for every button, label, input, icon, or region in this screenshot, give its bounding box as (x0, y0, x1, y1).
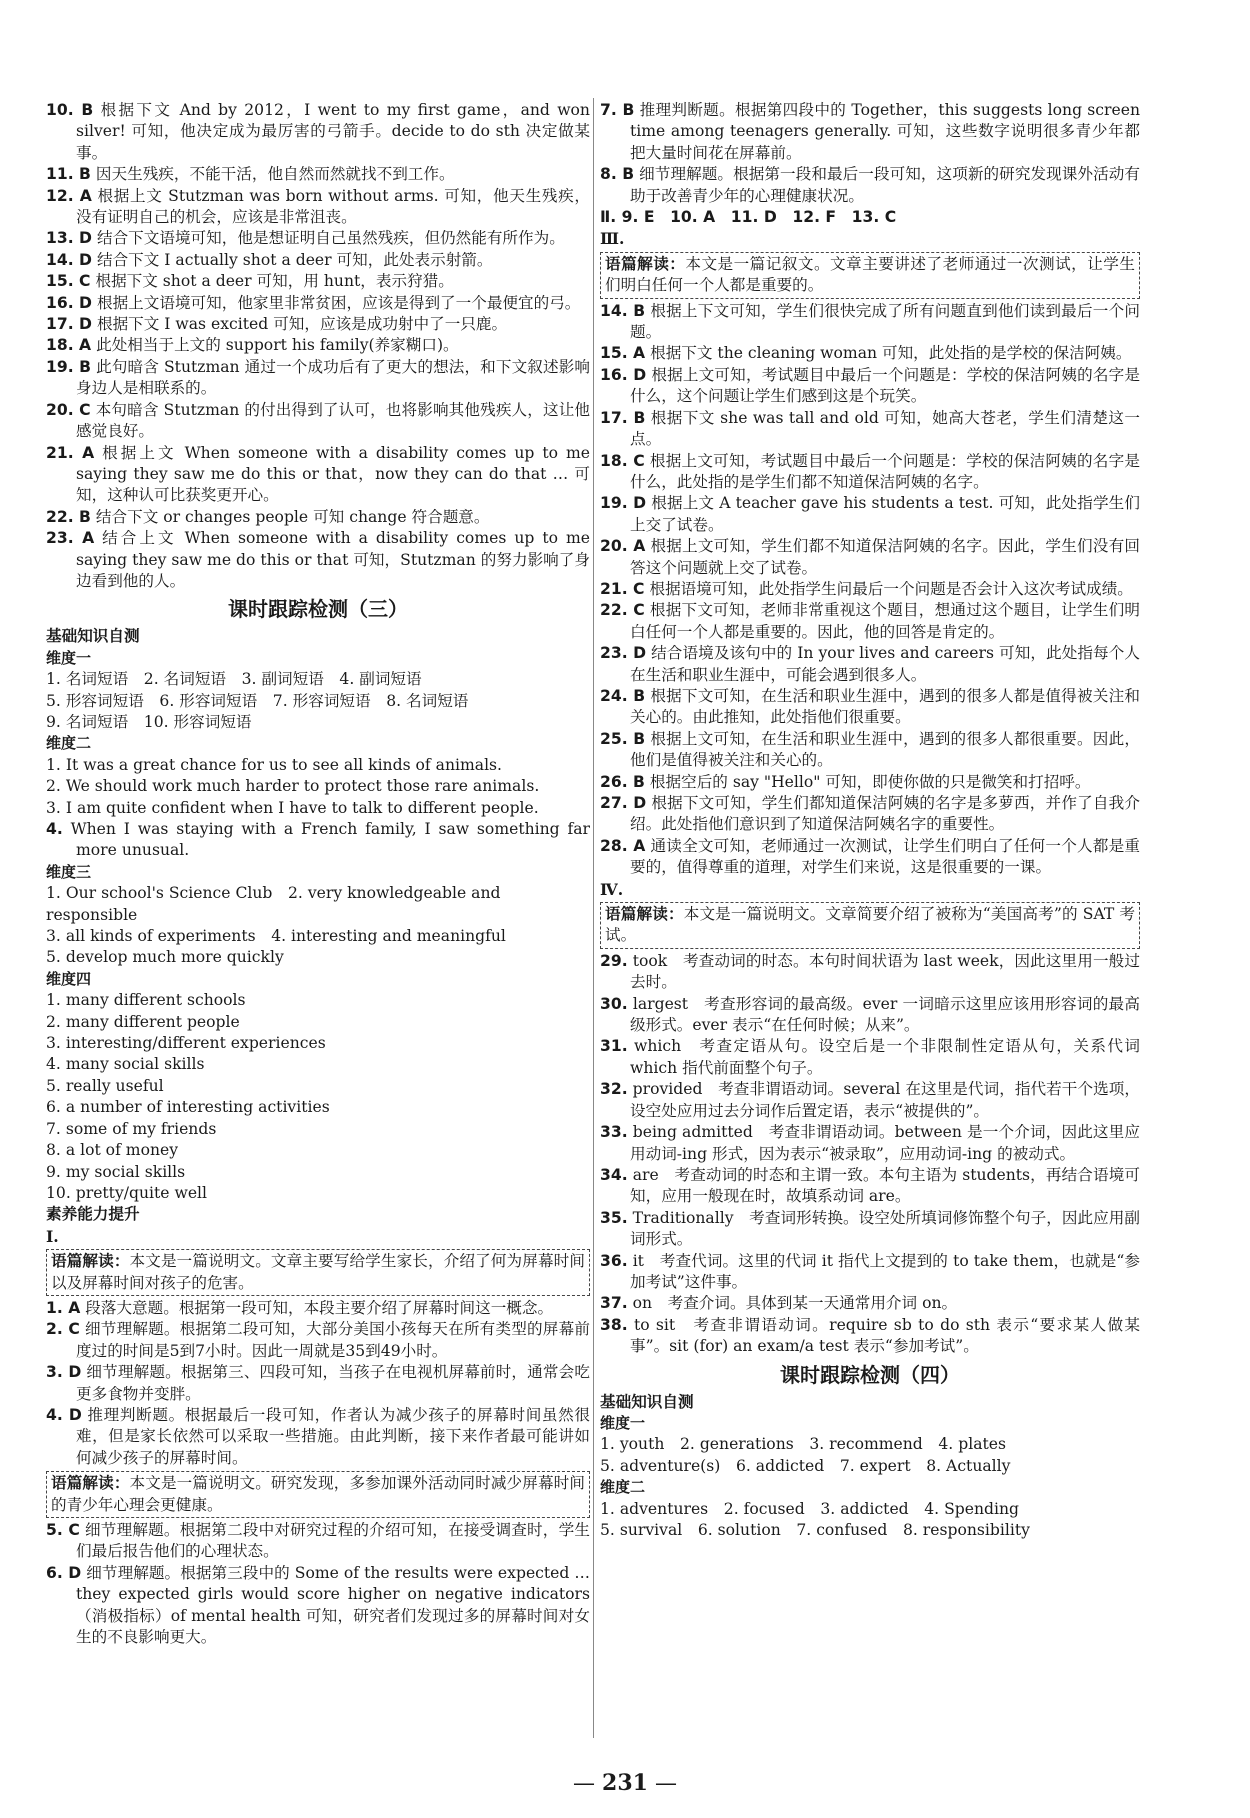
answer-entry (600, 686, 1140, 729)
answer-entry (600, 301, 1140, 344)
answer-number: 11. B (46, 165, 91, 184)
passage-analysis-box (46, 1249, 590, 1296)
answer-number: 24. B (600, 686, 646, 705)
answer-number: 4. (46, 820, 63, 838)
answer-line: 5. develop much more quickly (46, 948, 284, 967)
passage-analysis-box (46, 1471, 590, 1518)
answer-entry (46, 1520, 590, 1563)
answer-entry (600, 451, 1140, 494)
answer-entry (46, 1362, 590, 1405)
answer-explanation: 根据上文可知，考试题目中最后一个问题是：学校的保洁阿姨的名字是什么，此处指的是学生们都不知道保洁阿姨的名字。 (630, 451, 1140, 491)
part-numeral: Ⅲ. (600, 229, 625, 249)
answer-entry (600, 1165, 1140, 1208)
answer-number: 16. D (46, 293, 92, 312)
answer-number: 23. A (46, 529, 95, 548)
answer-line: 3. all kinds of experiments 4. interesting and meaningful (46, 927, 506, 946)
answer-number: 7. B (600, 101, 635, 119)
subsection-heading: 基础知识自测 (600, 1392, 694, 1411)
answer-entry (46, 1298, 590, 1319)
answer-number: 36. (600, 1251, 628, 1270)
answer-entry (600, 1293, 1140, 1314)
answer-line: 9. my social skills (46, 1162, 186, 1181)
answer-explanation: on 考查介词。具体到某一天通常用介词 on。 (632, 1294, 958, 1313)
answer-line: 1. many different schools (46, 991, 246, 1010)
answer-explanation: 此句暗含 Stutzman 通过一个成功后有了更大的想法，和下文叙述影响身边人是相联系的。 (76, 357, 590, 398)
answer-number: 20. A (600, 537, 646, 556)
answer-entry (600, 536, 1140, 579)
answer-line: 5. really useful (46, 1076, 164, 1095)
answer-explanation: 通读全文可知，老师通过一次测试，让学生们明白了任何一个人都是重要的，值得尊重的道理，对学生们来说，这是很重要的一课。 (630, 836, 1140, 877)
answer-line: 6. a number of interesting activities (46, 1098, 330, 1117)
answer-entry (600, 836, 1140, 879)
dimension-heading: 维度一 (46, 648, 92, 667)
answer-explanation: 细节理解题。根据第三段中的 Some of the results were expected … they expected girls would score higher on negative indicators（消极指标）of mental health 可知，研究者们发现过多的屏幕时间对女生的不良影响更大。 (76, 1563, 590, 1647)
answer-explanation: are 考查动词的时态和主谓一致。本句主语为 students，再结合语境可知，应用一般现在时，故填系动词 are。 (630, 1165, 1140, 1206)
answer-number: 3. D (46, 1363, 82, 1382)
answer-number: 10. B (46, 101, 94, 119)
passage-analysis-label: 语篇解读： (605, 905, 684, 924)
answer-number: 19. D (600, 494, 647, 513)
answer-entry (46, 400, 590, 443)
answer-explanation: to sit 考查非谓语动词。require sb to do sth 表示“要求某人做某事”。sit (for) an exam/a test 表示“参加考试”。 (630, 1315, 1140, 1356)
page-number: — 231 — (573, 1770, 677, 1796)
answer-explanation: 结合下文 I actually shot a deer 可知，此处表示射箭。 (96, 250, 493, 269)
part-numeral: Ⅰ. (46, 1226, 59, 1246)
answer-number: 18. C (600, 451, 645, 470)
answer-entry (600, 772, 1140, 793)
answer-explanation: 细节理解题。根据第二段可知，大部分美国小孩每天在所有类型的屏幕前度过的时间是5到7小时。因此一周就是35到49小时。 (76, 1320, 590, 1360)
answer-explanation: 根据上文可知，学生们都不知道保洁阿姨的名字。因此，学生们没有回答这个问题就上交了试卷。 (630, 537, 1140, 577)
answer-entry (46, 335, 590, 356)
answer-explanation: 根据上文 Stutzman was born without arms. 可知，他天生残疾，没有证明自己的机会，应该是非常沮丧。 (76, 186, 590, 227)
answer-explanation: 细节理解题。根据第三、四段可知，当孩子在电视机屏幕前时，通常会吃更多食物并变胖。 (76, 1363, 590, 1403)
answer-entry (46, 357, 590, 400)
answer-entry (600, 408, 1140, 451)
answer-entry (600, 643, 1140, 686)
answer-explanation: 根据下文 shot a deer 可知，用 hunt，表示狩猎。 (95, 272, 454, 291)
answer-number: 32. (600, 1080, 628, 1099)
answer-number: 8. B (600, 165, 635, 184)
answer-entry (600, 365, 1140, 408)
answer-number: 16. D (600, 365, 647, 384)
answer-line: 1. Our school's Science Club 2. very knowledgeable and responsible (46, 884, 501, 924)
answer-explanation: 结合下文 or changes people 可知 change 符合题意。 (95, 507, 490, 526)
answer-line: 5. adventure(s) 6. addicted 7. expert 8. Actually (600, 1456, 1011, 1475)
answer-explanation: 推理判断题。根据第四段中的 Together，this suggests long screen time among teenagers generally. 可知，这些数字说明很多青少年都把大量时间花在屏幕前。 (630, 101, 1140, 162)
answer-number: 5. C (46, 1521, 80, 1539)
right-column (600, 100, 1140, 1541)
answer-explanation: 根据上文 When someone with a disability comes up to me saying they saw me do this or that，now they can do that … 可知，这种认可比获奖更开心。 (76, 443, 590, 505)
answer-number: 31. (600, 1037, 628, 1056)
answer-line: 1. youth 2. generations 3. recommend 4. plates (600, 1435, 1006, 1454)
answer-entry (46, 186, 590, 229)
dimension-heading: 维度二 (46, 734, 92, 753)
answer-entry (600, 1251, 1140, 1294)
answer-explanation: 细节理解题。根据第二段中对研究过程的介绍可知，在接受调查时，学生们最后报告他们的心理状态。 (76, 1521, 590, 1561)
answer-number: 15. C (46, 272, 91, 291)
answer-line: 5. survival 6. solution 7. confused 8. responsibility (600, 1521, 1030, 1539)
answer-number: 22. B (46, 507, 91, 526)
answer-number: 19. B (46, 357, 92, 376)
answer-number: 35. (600, 1208, 628, 1227)
subsection-heading: 素养能力提升 (46, 1205, 140, 1224)
answer-number: 33. (600, 1123, 628, 1142)
answer-line: 9. 名词短语 10. 形容词短语 (46, 712, 252, 731)
answer-number: 29. (600, 951, 628, 970)
answer-entry (600, 579, 1140, 600)
answer-explanation: it 考查代词。这里的代词 it 指代上文提到的 to take them，也就是“参加考试”这件事。 (630, 1251, 1140, 1291)
answer-number: 34. (600, 1165, 628, 1184)
answer-entry (600, 1036, 1140, 1079)
answer-entry (46, 314, 590, 335)
answer-explanation: largest 考查形容词的最高级。ever 一词暗示这里应该用形容词的最高级形式。ever 表示“在任何时候；从来”。 (630, 994, 1140, 1035)
answer-explanation: provided 考查非谓语动词。several 在这里是代词，指代若干个选项，设空处应用过去分词作后置定语，表示“被提供的”。 (630, 1080, 1140, 1120)
answer-entry (46, 250, 590, 271)
answer-explanation: 细节理解题。根据第一段和最后一段可知，这项新的研究发现课外活动有助于改善青少年的心理健康状况。 (630, 165, 1140, 205)
answer-entry (600, 1122, 1140, 1165)
answer-explanation: 根据下文 And by 2012，I went to my first game，and won silver! 可知，他决定成为最厉害的弓箭手。decide to do sth 决定做某事。 (76, 101, 590, 162)
answer-number: 38. (600, 1315, 628, 1334)
dimension-heading: 维度三 (46, 862, 92, 881)
answer-number: 17. B (600, 408, 646, 427)
subsection-heading: 基础知识自测 (46, 627, 140, 646)
answer-entry (600, 994, 1140, 1037)
answer-entry (46, 228, 590, 249)
part-numeral: Ⅳ. (600, 879, 624, 899)
passage-analysis-box (600, 252, 1140, 299)
answer-entry (600, 343, 1140, 364)
answer-explanation: 根据下文 I was excited 可知，应该是成功射中了一只鹿。 (96, 315, 508, 334)
answer-explanation: 结合上文 When someone with a disability comes up to me saying they saw me do this or that 可知，Stutzman 的努力影响了身边看到他的人。 (76, 529, 590, 590)
answer-explanation: 根据上下文可知，学生们很快完成了所有问题直到他们读到最后一个问题。 (630, 301, 1140, 342)
answer-explanation: 根据下文可知，学生们都知道保洁阿姨的名字是多萝西，并作了自我介绍。此处指他们意识到了知道保洁阿姨名字的重要性。 (630, 794, 1140, 834)
answer-explanation: which 考查定语从句。设空后是一个非限制性定语从句，关系代词 which 指代前面整个句子。 (630, 1037, 1140, 1077)
answer-line: 1. 名词短语 2. 名词短语 3. 副词短语 4. 副词短语 (46, 670, 422, 689)
answer-entry (46, 164, 590, 185)
answer-explanation: 根据下文可知，老师非常重视这个题目，想通过这个题目，让学生们明白任何一个人都是重要的。因此，他的回答是肯定的。 (630, 601, 1140, 641)
answer-number: 6. D (46, 1563, 82, 1582)
passage-analysis-text: 本文是一篇说明文。研究发现，多参加课外活动同时减少屏幕时间的青少年心理会更健康。 (51, 1474, 585, 1514)
answer-number: 25. B (600, 729, 646, 748)
answer-number: 21. C (600, 579, 645, 598)
column-divider (593, 98, 594, 1738)
answer-number: 12. A (46, 186, 92, 205)
answer-entry (600, 1079, 1140, 1122)
answer-number: 21. A (46, 443, 95, 462)
answer-line: 1. It was a great chance for us to see all kinds of animals. (46, 755, 503, 774)
answer-explanation: Traditionally 考查词形转换。设空处所填词修饰整个句子，因此应用副词形式。 (630, 1208, 1140, 1249)
section-title: 课时跟踪检测（三） (228, 597, 408, 622)
answer-explanation: 推理判断题。根据最后一段可知，作者认为减少孩子的屏幕时间虽然很难，但是家长依然可以采取一些措施。由此判断，接下来作者最可能讲如何减少孩子的屏幕时间。 (76, 1405, 590, 1467)
answer-number: 18. A (46, 336, 92, 355)
answer-explanation: took 考查动词的时态。本句时间状语为 last week，因此这里用一般过去时。 (630, 951, 1140, 992)
answer-line: Ⅱ. 9. E 10. A 11. D 12. F 13. C (600, 208, 897, 227)
answer-explanation: 段落大意题。根据第一段可知，本段主要介绍了屏幕时间这一概念。 (85, 1298, 554, 1317)
answer-number: 26. B (600, 772, 645, 791)
answer-line: 3. interesting/different experiences (46, 1034, 326, 1053)
answer-line: 3. I am quite confident when I have to talk to different people. (46, 798, 539, 817)
answer-number: 37. (600, 1294, 628, 1313)
answer-explanation: 根据空后的 say "Hello" 可知，即使你做的只是微笑和打招呼。 (649, 772, 1091, 791)
answer-entry (600, 493, 1140, 536)
answer-explanation: When I was staying with a French family, I saw something far more unusual. (70, 820, 590, 860)
passage-analysis-box (600, 902, 1140, 949)
answer-explanation: 根据下文 the cleaning woman 可知，此处指的是学校的保洁阿姨。 (650, 344, 1132, 363)
answer-entry (46, 1319, 590, 1362)
answer-entry (600, 600, 1140, 643)
answer-number: 20. C (46, 400, 91, 419)
answer-explanation: 根据上文可知，考试题目中最后一个问题是：学校的保洁阿姨的名字是什么，这个问题让学生们感到这是个玩笑。 (630, 365, 1140, 406)
passage-analysis-label: 语篇解读： (51, 1474, 130, 1493)
dimension-heading: 维度二 (600, 1478, 646, 1497)
answer-number: 2. C (46, 1320, 80, 1339)
answer-entry (600, 164, 1140, 207)
answer-explanation: 此处相当于上文的 support his family(养家糊口)。 (96, 336, 459, 355)
passage-analysis-text: 本文是一篇说明文。文章主要写给学生家长，介绍了何为屏幕时间以及屏幕时间对孩子的危害。 (51, 1252, 585, 1292)
answer-entry (46, 100, 590, 164)
answer-entry (46, 1405, 590, 1469)
answer-line: 8. a lot of money (46, 1141, 179, 1160)
answer-line: 7. some of my friends (46, 1119, 217, 1138)
answer-number: 27. D (600, 794, 647, 812)
answer-explanation: 根据下文 she was tall and old 可知，她高大苍老，学生们清楚这一点。 (630, 408, 1140, 449)
answer-number: 4. D (46, 1405, 82, 1424)
answer-explanation: 结合语境及该句中的 In your lives and careers 可知，此处指每个人在生活和职业生涯中，可能会遇到很多人。 (630, 644, 1140, 684)
passage-analysis-label: 语篇解读： (605, 254, 686, 273)
answer-line: 5. 形容词短语 6. 形容词短语 7. 形容词短语 8. 名词短语 (46, 691, 469, 710)
answer-entry (46, 819, 590, 862)
dimension-heading: 维度四 (46, 969, 92, 988)
answer-entry (46, 1563, 590, 1649)
answer-explanation: 根据语境可知，此处指学生问最后一个问题是否会计入这次考试成绩。 (649, 579, 1133, 598)
page-number-value: 231 (602, 1770, 648, 1796)
answer-number: 13. D (46, 229, 92, 248)
answer-explanation: being admitted 考查非谓语动词。between 是一个介词，因此这里应用动词-ing 形式，因为表示“被录取”，应用动词-ing 的被动式。 (630, 1123, 1140, 1163)
answer-entry (600, 100, 1140, 164)
answer-number: 15. A (600, 344, 646, 363)
passage-analysis-text: 本文是一篇说明文。文章简要介绍了被称为“美国高考”的 SAT 考试。 (605, 905, 1135, 945)
answer-number: 14. B (600, 301, 646, 320)
answer-entry (46, 293, 590, 314)
dimension-heading: 维度一 (600, 1413, 646, 1432)
answer-explanation: 结合下文语境可知，他是想证明自己虽然残疾，但仍然能有所作为。 (96, 229, 565, 248)
answer-explanation: 根据上文可知，在生活和职业生涯中，遇到的很多人都很重要。因此，他们是值得被关注和关心的。 (630, 729, 1140, 770)
answer-entry (46, 271, 590, 292)
passage-analysis-text: 本文是一篇记叙文。文章主要讲述了老师通过一次测试，让学生们明白任何一个人都是重要的。 (605, 254, 1135, 295)
answer-entry (600, 1208, 1140, 1251)
answer-entry (600, 1315, 1140, 1358)
answer-line: 2. We should work much harder to protect those rare animals. (46, 777, 540, 796)
answer-entry (46, 443, 590, 507)
section-title: 课时跟踪检测（四） (780, 1362, 960, 1387)
answer-explanation: 根据下文可知，在生活和职业生涯中，遇到的很多人都是值得被关注和关心的。由此推知，此处指他们很重要。 (630, 686, 1140, 727)
answer-explanation: 根据上文语境可知，他家里非常贫困，应该是得到了一个最便宜的弓。 (96, 293, 581, 312)
answer-entry (600, 951, 1140, 994)
answer-number: 28. A (600, 836, 646, 855)
answer-entry (46, 507, 590, 528)
passage-analysis-label: 语篇解读： (51, 1252, 130, 1271)
answer-line: 1. adventures 2. focused 3. addicted 4. Spending (600, 1499, 1020, 1518)
answer-entry (46, 528, 590, 592)
answer-line: 2. many different people (46, 1012, 240, 1031)
answer-line: 10. pretty/quite well (46, 1183, 208, 1202)
answer-number: 14. D (46, 250, 92, 269)
answer-number: 17. D (46, 315, 92, 334)
answer-number: 22. C (600, 601, 645, 620)
answer-entry (600, 729, 1140, 772)
answer-number: 30. (600, 994, 628, 1013)
answer-entry (600, 793, 1140, 836)
answer-explanation: 因天生残疾，不能干活，他自然而然就找不到工作。 (95, 165, 455, 184)
answer-explanation: 根据上文 A teacher gave his students a test. 可知，此处指学生们上交了试卷。 (630, 494, 1140, 534)
answer-line: 4. many social skills (46, 1055, 205, 1074)
answer-explanation: 本句暗含 Stutzman 的付出得到了认可，也将影响其他残疾人，这让他感觉良好。 (76, 400, 591, 441)
answer-number: 1. A (46, 1298, 81, 1317)
answer-number: 23. D (600, 644, 647, 663)
left-column (46, 100, 590, 1648)
